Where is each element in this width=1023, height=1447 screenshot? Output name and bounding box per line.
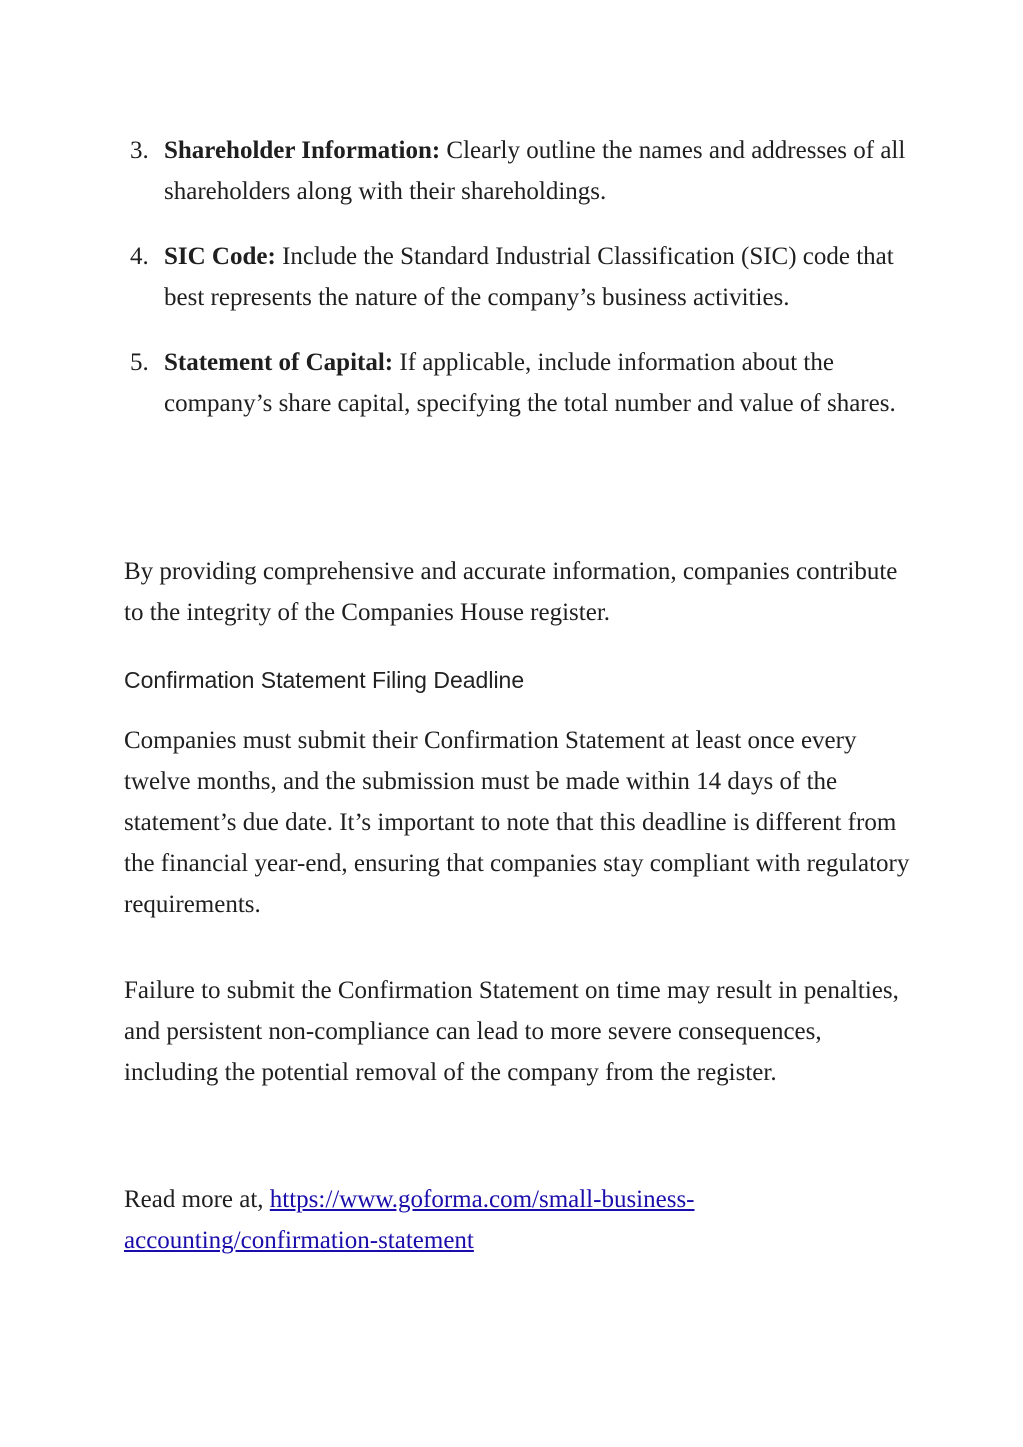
- failure-paragraph: Failure to submit the Confirmation Statement on time may result in penalties, and persistent non-compliance can lead to more severe consequences, including the potential removal of the company from the register.: [124, 977, 899, 1086]
- list-text: Include the Standard Industrial Classification (SIC) code that best represents the nature of the company’s business activities.: [164, 243, 894, 311]
- section-heading: Confirmation Statement Filing Deadline: [124, 667, 525, 693]
- list-number: 4.: [130, 243, 149, 270]
- list-text: Clearly outline the names and addresses of all shareholders along with their shareholdings.: [164, 137, 906, 205]
- deadline-paragraph: Companies must submit their Confirmation Statement at least once every twelve months, and the submission must be made within 14 days of the statement’s due date. It’s important to note that this deadline is different from the financial year-end, ensuring that companies stay compliant with regulatory requirements.: [124, 727, 910, 918]
- list-term: SIC Code:: [164, 243, 276, 270]
- read-more-paragraph: [124, 1179, 914, 1261]
- list-text: If applicable, include information about the company’s share capital, specifying the total number and value of shares.: [164, 349, 896, 417]
- list-term: Shareholder Information:: [164, 137, 441, 164]
- requirements-list: [124, 130, 914, 448]
- read-more-link[interactable]: https://www.goforma.com/small-business-accounting/confirmation-statement: [124, 1186, 695, 1254]
- list-item-statement-of-capital: [124, 342, 914, 424]
- list-item-shareholder-information: [124, 130, 914, 212]
- list-item-sic-code: [124, 236, 914, 318]
- intro-paragraph: By providing comprehensive and accurate information, companies contribute to the integrity of the Companies House register.: [124, 558, 898, 626]
- read-more-prefix: Read more at,: [124, 1186, 270, 1213]
- list-term: Statement of Capital:: [164, 349, 394, 376]
- list-number: 3.: [130, 137, 149, 164]
- list-number: 5.: [130, 349, 149, 376]
